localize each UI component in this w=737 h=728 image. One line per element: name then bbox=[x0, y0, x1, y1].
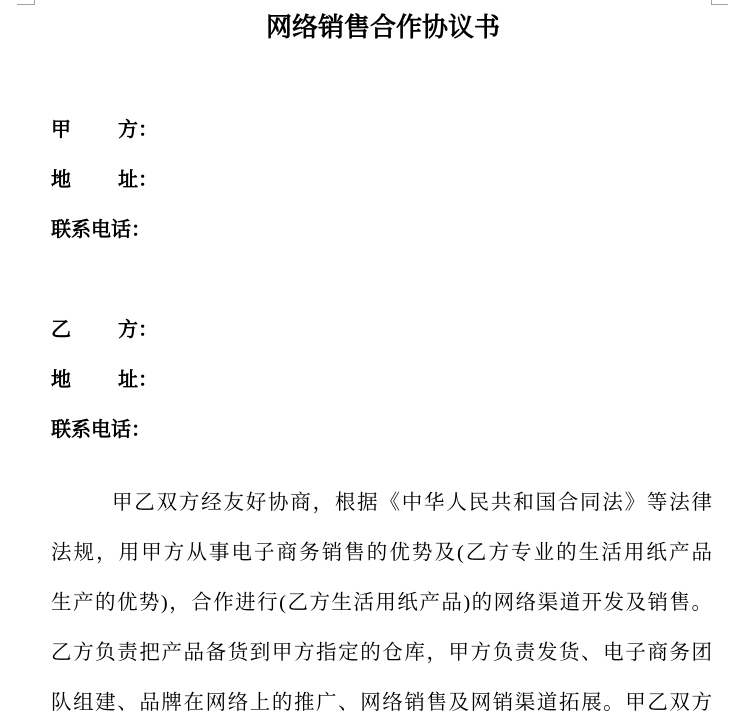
document-title: 网络销售合作协议书 bbox=[265, 13, 500, 42]
party-b-phone-field bbox=[51, 417, 151, 443]
paragraph-line: 法规，用甲方从事电子商务销售的优势及(乙方专业的生活用纸产品 bbox=[51, 542, 712, 564]
colon: ： bbox=[138, 369, 158, 391]
paragraph-line: 队组建、品牌在网络上的推广、网络销售及网销渠道拓展。甲乙双方 bbox=[51, 692, 712, 714]
agreement-paragraph bbox=[51, 478, 712, 728]
colon: ： bbox=[138, 119, 158, 141]
label-char: 甲 bbox=[51, 119, 71, 141]
page-corner-mark-left bbox=[17, 0, 35, 5]
paragraph-line: 乙方负责把产品备货到甲方指定的仓库，甲方负责发货、电子商务团 bbox=[51, 642, 712, 664]
label-char: 方 bbox=[118, 119, 138, 141]
colon: ： bbox=[131, 419, 151, 441]
party-a-phone-field bbox=[51, 217, 151, 243]
paragraph-line: 甲乙双方经友好协商，根据《中华人民共和国合同法》等法律 bbox=[112, 492, 712, 514]
page-corner-mark-right bbox=[711, 0, 728, 5]
colon: ： bbox=[138, 319, 158, 341]
party-b-address-field bbox=[51, 367, 158, 393]
colon: ： bbox=[131, 219, 151, 241]
label-char: 地 bbox=[51, 369, 71, 391]
paragraph-line: 生产的优势)，合作进行(乙方生活用纸产品)的网络渠道开发及销售。 bbox=[51, 592, 712, 614]
phone-label: 联系电话 bbox=[51, 419, 131, 441]
party-a-address-field bbox=[51, 167, 158, 193]
label-char: 址 bbox=[118, 169, 138, 191]
label-char: 地 bbox=[51, 169, 71, 191]
party-b-name-field bbox=[51, 317, 158, 343]
party-a-name-field bbox=[51, 117, 158, 143]
label-char: 方 bbox=[118, 319, 138, 341]
label-char: 址 bbox=[118, 369, 138, 391]
label-char: 乙 bbox=[51, 319, 71, 341]
colon: ： bbox=[138, 169, 158, 191]
phone-label: 联系电话 bbox=[51, 219, 131, 241]
